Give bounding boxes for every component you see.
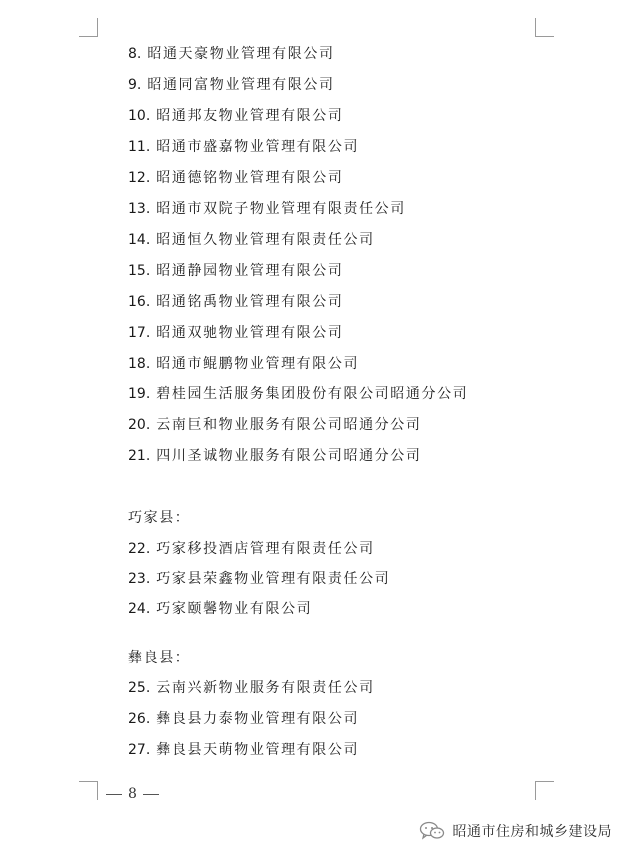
crop-mark-top-right — [535, 18, 554, 37]
list-item: 15. 昭通静园物业管理有限公司 — [128, 263, 344, 279]
crop-mark-bottom-left — [79, 781, 98, 800]
section-heading: 彝良县： — [128, 650, 191, 666]
list-item: 19. 碧桂园生活服务集团股份有限公司昭通分公司 — [128, 386, 469, 402]
list-item: 10. 昭通邦友物业管理有限公司 — [128, 108, 344, 124]
list-item: 26. 彝良县力泰物业管理有限公司 — [128, 711, 360, 727]
dash-right — [143, 794, 159, 795]
list-item: 24. 巧家颐馨物业有限公司 — [128, 601, 313, 617]
list-item: 22. 巧家移投酒店管理有限责任公司 — [128, 541, 375, 557]
list-item: 25. 云南兴新物业服务有限责任公司 — [128, 680, 375, 696]
list-item: 18. 昭通市鲲鹏物业管理有限公司 — [128, 356, 360, 372]
watermark-text: 昭通市住房和城乡建设局 — [452, 824, 612, 840]
list-item: 11. 昭通市盛嘉物业管理有限公司 — [128, 139, 360, 155]
list-item: 21. 四川圣诚物业服务有限公司昭通分公司 — [128, 448, 422, 464]
page-number: 8 — [100, 786, 165, 802]
list-item: 20. 云南巨和物业服务有限公司昭通分公司 — [128, 417, 422, 433]
list-item: 23. 巧家县荣鑫物业管理有限责任公司 — [128, 571, 391, 587]
dash-left — [106, 794, 122, 795]
list-item: 14. 昭通恒久物业管理有限责任公司 — [128, 232, 375, 248]
list-item: 8. 昭通天豪物业管理有限公司 — [128, 46, 335, 62]
watermark — [419, 820, 613, 842]
list-item: 12. 昭通德铭物业管理有限公司 — [128, 170, 344, 186]
list-item: 27. 彝良县天萌物业管理有限公司 — [128, 742, 360, 758]
wechat-icon — [419, 821, 445, 841]
list-item: 13. 昭通市双院子物业管理有限责任公司 — [128, 201, 406, 217]
list-item: 9. 昭通同富物业管理有限公司 — [128, 77, 335, 93]
crop-mark-top-left — [79, 18, 98, 37]
section-heading: 巧家县： — [128, 510, 191, 526]
crop-mark-bottom-right — [535, 781, 554, 800]
list-item: 16. 昭通铭禹物业管理有限公司 — [128, 294, 344, 310]
list-item: 17. 昭通双驰物业管理有限公司 — [128, 325, 344, 341]
